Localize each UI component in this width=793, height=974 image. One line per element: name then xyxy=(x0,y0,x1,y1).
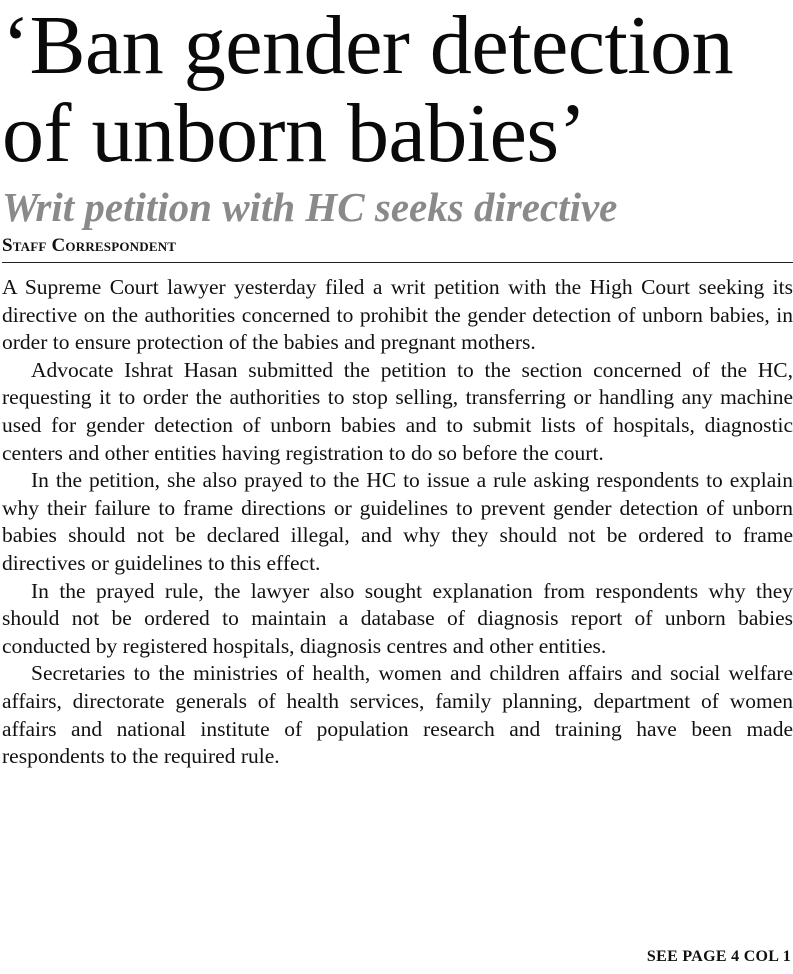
byline: Staff Correspondent xyxy=(2,235,177,256)
headline: ‘Ban gender detection of unborn babies’ xyxy=(2,0,734,180)
paragraph-2: Advocate Ishrat Hasan submitted the petition to the section concerned of the HC, requesting it to order the authorities to stop selling, transferring or handling any machine used for gender detection of unborn babies and to submit lists of hospitals, diagnostic centers and other entities having registration to do so before the court. xyxy=(2,357,793,465)
byline-divider xyxy=(2,262,793,263)
article-body xyxy=(2,274,793,771)
paragraph-4: In the prayed rule, the lawyer also sought explanation from respondents why they should not be ordered to maintain a database of diagnosis report of unborn babies conducted by registered hospitals, diagnosis centres and other entities. xyxy=(2,578,793,658)
subheadline: Writ petition with HC seeks directive xyxy=(2,184,618,230)
paragraph-3: In the petition, she also prayed to the HC to issue a rule asking respondents to explain why their failure to frame directions or guidelines to prevent gender detection of unborn babies should not be declared illegal, and why they should not be ordered to frame directives or guidelines to this effect. xyxy=(2,468,793,575)
paragraph-5: Secretaries to the ministries of health, women and children affairs and social welfare affairs, directorate generals of health services, family planning, department of women affairs and national institute of population research and training have been made respondents to the required rule. xyxy=(2,661,793,769)
paragraph-1: A Supreme Court lawyer yesterday filed a writ petition with the High Court seeking its directive on the authorities concerned to prohibit the gender detection of unborn babies, in order to ensure protection of the babies and pregnant mothers. xyxy=(2,275,793,355)
continued-on-page-link: SEE PAGE 4 COL 1 xyxy=(646,948,791,965)
